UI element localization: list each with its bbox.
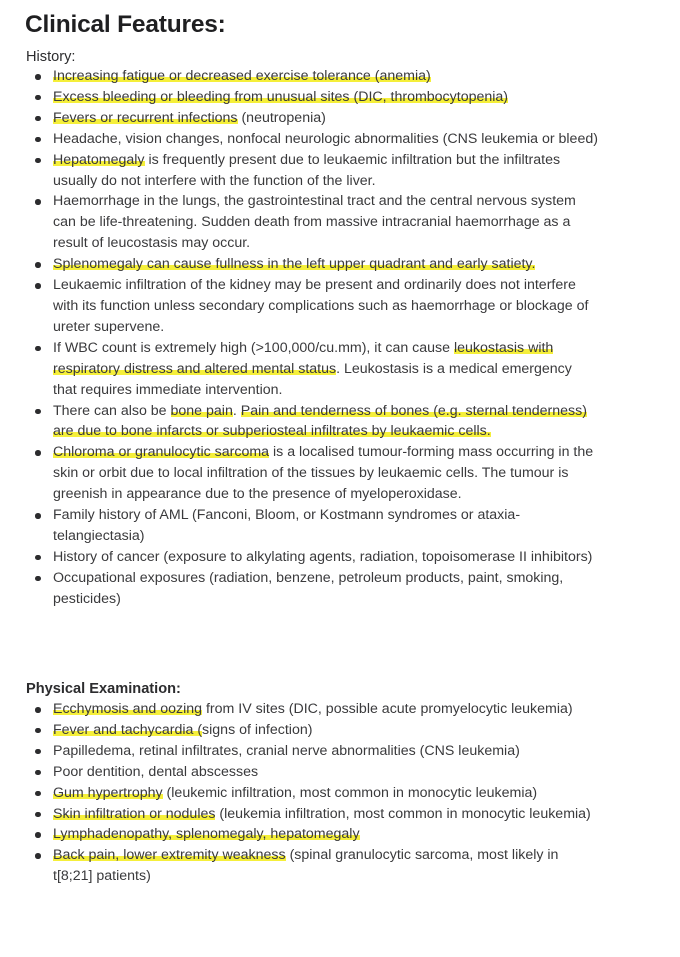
highlighted-text: Skin infiltration or nodules <box>53 805 216 822</box>
highlighted-text: Splenomegaly can cause fullness in the left upper quadrant and early satiety. <box>53 256 536 273</box>
bullet-icon <box>35 137 41 143</box>
item-text: (leukemic infiltration, most common in monocytic leukemia) <box>162 784 538 801</box>
bullet-icon <box>35 513 41 519</box>
history-item <box>0 338 598 401</box>
physical-item <box>0 720 598 741</box>
history-item <box>0 191 598 254</box>
bullet-icon <box>35 791 41 797</box>
item-text: Papilledema, retinal infiltrates, cranial nerve abnormalities (CNS leukemia) <box>53 742 520 759</box>
item-text: History of cancer (exposure to alkylating agents, radiation, topoisomerase II inhibitors) <box>53 548 593 565</box>
physical-item <box>0 783 598 804</box>
highlighted-text: bone pain <box>170 402 233 419</box>
history-item <box>0 568 598 610</box>
page-title: Clinical Features: <box>25 11 226 38</box>
item-text: from IV sites (DIC, possible acute promyelocytic leukemia) <box>202 701 573 717</box>
item-text: (spinal granulocytic sarcoma, most likely in t[8;21] patients) <box>53 847 559 885</box>
bullet-icon <box>35 116 41 122</box>
bullet-icon <box>35 283 41 289</box>
history-item <box>0 108 598 129</box>
bullet-icon <box>35 728 41 734</box>
item-text: . <box>232 402 241 419</box>
highlighted-text: Back pain, lower extremity weakness <box>53 847 286 864</box>
physical-item <box>0 699 598 720</box>
bullet-icon <box>35 262 41 268</box>
physical-item <box>0 804 598 825</box>
physical-exam-list <box>0 699 598 887</box>
history-item <box>0 87 598 108</box>
bullet-icon <box>35 555 41 561</box>
history-list <box>0 66 598 610</box>
bullet-icon <box>35 749 41 755</box>
history-item <box>0 66 598 87</box>
bullet-icon <box>35 832 41 838</box>
history-item <box>0 505 598 547</box>
highlighted-text: Ecchymosis and oozing <box>53 701 203 717</box>
highlighted-text: Excess bleeding or bleeding from unusual sites (DIC, thrombocytopenia) <box>53 88 509 105</box>
physical-item <box>0 762 598 783</box>
bullet-icon <box>35 199 41 205</box>
bullet-icon <box>35 707 41 713</box>
bullet-icon <box>35 450 41 456</box>
bullet-icon <box>35 770 41 776</box>
item-text: Haemorrhage in the lungs, the gastrointestinal tract and the central nervous system can be life-threatening. Sudden death from massive intracranial haemorrhage as a result of leucostasis may occur. <box>53 193 576 252</box>
history-heading: History: <box>26 49 76 65</box>
physical-item <box>0 845 598 887</box>
item-text: . Leukostasis is a medical emergency that requires immediate intervention. <box>53 360 572 398</box>
bullet-icon <box>35 853 41 859</box>
highlighted-text: Gum hypertrophy <box>53 784 163 801</box>
bullet-icon <box>35 74 41 80</box>
history-item <box>0 442 598 505</box>
physical-item <box>0 741 598 762</box>
item-text: Headache, vision changes, nonfocal neurologic abnormalities (CNS leukemia or bleed) <box>53 130 598 147</box>
bullet-icon <box>35 95 41 101</box>
item-text: signs of infection) <box>202 721 313 738</box>
history-item <box>0 401 598 443</box>
item-text: is frequently present due to leukaemic infiltration but the infiltrates usually do not interfere with the function of the liver. <box>53 151 561 189</box>
item-text: Leukaemic infiltration of the kidney may be present and ordinarily does not interfere with its function unless secondary complications such as haemorrhage or blockage of ureter supervene. <box>53 277 589 335</box>
history-item <box>0 129 598 150</box>
physical-exam-heading: Physical Examination: <box>26 681 181 697</box>
highlighted-text: Increasing fatigue or decreased exercise tolerance (anemia) <box>53 68 431 84</box>
bullet-icon <box>35 576 41 582</box>
item-text: Poor dentition, dental abscesses <box>53 763 259 780</box>
history-item <box>0 150 598 192</box>
item-text: If WBC count is extremely high (>100,000/cu.mm), it can cause <box>53 339 454 356</box>
highlighted-text: Pain and tenderness of bones (e.g. sternal tenderness) are due to bone infarcts or subperiosteal infiltrates by leukaemic cells. <box>53 402 587 440</box>
highlighted-text: Hepatomegaly <box>53 151 145 168</box>
highlighted-text: Fevers or recurrent infections <box>53 109 238 126</box>
item-text: (leukemia infiltration, most common in monocytic leukemia) <box>215 805 591 822</box>
history-item <box>0 254 598 275</box>
item-text: (neutropenia) <box>237 109 326 126</box>
item-text: is a localised tumour-forming mass occurring in the skin or orbit due to local infiltration of the tissues by leukaemic cells. The tumour is greenish in appearance due to the presence of myeloperoxidase. <box>53 444 594 503</box>
highlighted-text: Chloroma or granulocytic sarcoma <box>53 444 270 461</box>
highlighted-text: Lymphadenopathy, splenomegaly, hepatomegaly <box>53 826 360 843</box>
highlighted-text: leukostasis with respiratory distress and altered mental status <box>53 339 554 377</box>
history-item <box>0 275 598 338</box>
item-text: Family history of AML (Fanconi, Bloom, or Kostmann syndromes or ataxia-telangiectasia) <box>53 507 521 544</box>
physical-item <box>0 824 598 845</box>
item-text: Occupational exposures (radiation, benzene, petroleum products, paint, smoking, pesticides) <box>53 569 564 607</box>
item-text: There can also be <box>53 402 171 419</box>
highlighted-text: Fever and tachycardia ( <box>53 721 203 738</box>
history-item <box>0 547 598 568</box>
bullet-icon <box>35 409 41 415</box>
bullet-icon <box>35 346 41 352</box>
bullet-icon <box>35 158 41 164</box>
bullet-icon <box>35 812 41 818</box>
